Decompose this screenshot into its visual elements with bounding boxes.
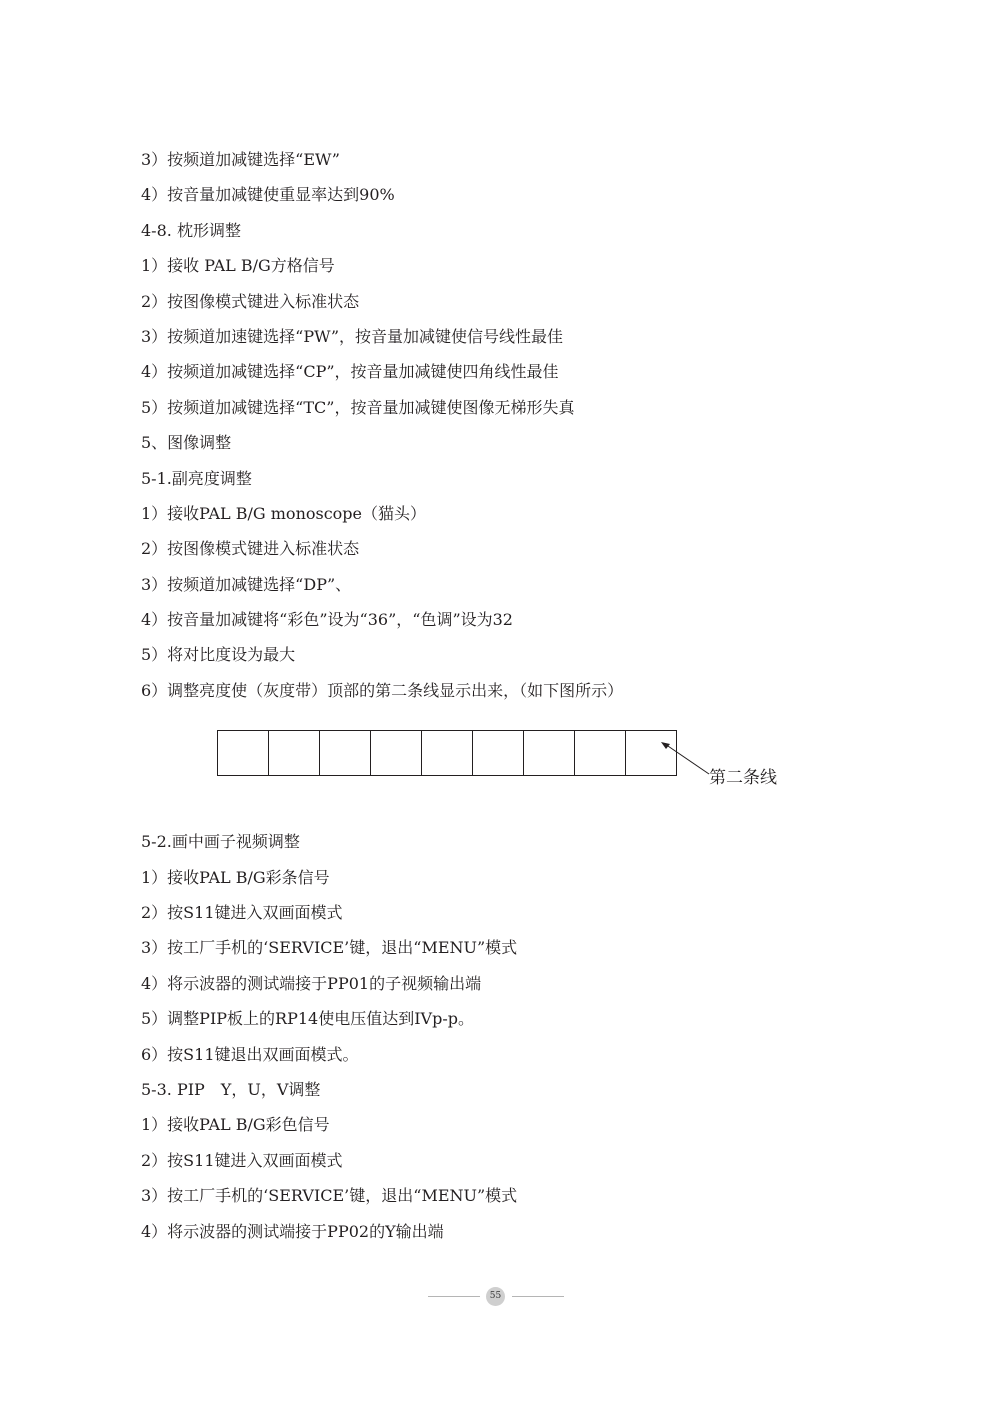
grayscale-cell	[524, 731, 575, 775]
grayscale-cell	[422, 731, 473, 775]
text-line: 2）按S11键进入双画面模式	[141, 1150, 343, 1170]
section-heading: 4-8. 枕形调整	[141, 220, 241, 240]
section-heading: 5-1.副亮度调整	[141, 468, 252, 488]
text-line: 3）按工厂手机的‘SERVICE’键，退出“MENU”模式	[141, 938, 518, 958]
text-line: 3）按频道加减键选择“EW”	[141, 150, 340, 169]
grayscale-bar-figure	[141, 712, 841, 828]
text-line: 5）按频道加减键选择“TC”，按音量加减键使图像无梯形失真	[141, 397, 575, 417]
grayscale-cell	[575, 731, 626, 775]
footer-rule-right	[512, 1296, 564, 1297]
text-line: 4）将示波器的测试端接于PP01的子视频输出端	[141, 973, 482, 993]
text-line: 6）按S11键退出双画面模式。	[141, 1044, 359, 1064]
text-line: 1）接收PAL B/G彩条信号	[141, 867, 330, 887]
text-line: 5）将对比度设为最大	[141, 645, 296, 665]
section-heading: 5、图像调整	[141, 433, 232, 453]
grayscale-cell	[473, 731, 524, 775]
text-line: 5）调整PIP板上的RP14使电压值达到IVp-p。	[141, 1009, 474, 1029]
text-line: 4）将示波器的测试端接于PP02的Y输出端	[141, 1221, 444, 1241]
text-line: 3）按频道加速键选择“PW”，按音量加减键使信号线性最佳	[141, 326, 564, 346]
page-footer	[428, 1285, 564, 1307]
text-line: 2）按图像模式键进入标准状态	[141, 539, 360, 559]
text-line: 2）按图像模式键进入标准状态	[141, 291, 360, 311]
page-number: 55	[486, 1287, 505, 1306]
section-heading: 5-2.画中画子视频调整	[141, 832, 300, 852]
grayscale-cell	[371, 731, 422, 775]
grayscale-cells	[217, 730, 677, 776]
text-line: 2）按S11键进入双画面模式	[141, 903, 343, 923]
callout-label: 第二条线	[709, 768, 777, 789]
text-line: 6）调整亮度使（灰度带）顶部的第二条线显示出来，（如下图所示）	[141, 680, 624, 700]
text-line: 3）按频道加减键选择“DP”、	[141, 574, 352, 594]
grayscale-cell	[269, 731, 320, 775]
grayscale-cell	[218, 731, 269, 775]
text-line: 4）按音量加减键将“彩色”设为“36”，“色调”设为32	[141, 610, 513, 630]
footer-rule-left	[428, 1296, 480, 1297]
text-line: 4）按音量加减键使重显率达到90%	[141, 185, 395, 205]
text-line: 1）接收PAL B/G monoscope（猫头）	[141, 503, 427, 523]
grayscale-cell	[320, 731, 371, 775]
text-line: 1）接收PAL B/G彩色信号	[141, 1115, 330, 1135]
document-body	[141, 146, 841, 1253]
text-line: 3）按工厂手机的‘SERVICE’键，退出“MENU”模式	[141, 1186, 518, 1206]
text-line: 1）接收 PAL B/G方格信号	[141, 256, 335, 276]
section-heading: 5-3. PIP Y，U，V调整	[141, 1079, 321, 1099]
text-line: 4）按频道加减键选择“CP”，按音量加减键使四角线性最佳	[141, 362, 559, 382]
